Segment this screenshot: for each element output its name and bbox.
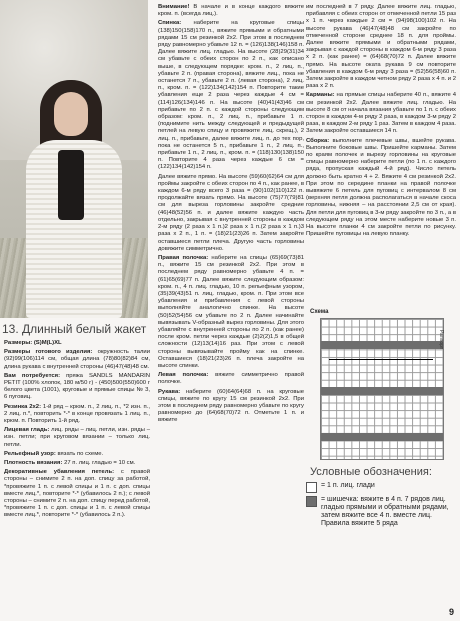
section-heading: Левая полочка:	[158, 372, 209, 379]
paragraph	[158, 389, 304, 425]
legend-item	[306, 496, 456, 528]
paragraph-text: В начале и в конце каждого вяжите кром. п. (всегда лиц.).	[158, 4, 304, 18]
knitting-chart-grid	[320, 318, 444, 460]
section-heading: Размеры готового изделия:	[4, 349, 93, 356]
chart-title: Схема	[310, 309, 329, 315]
section-heading: Спинка:	[158, 20, 182, 27]
paragraph	[158, 174, 304, 253]
paragraph	[4, 451, 150, 458]
paragraph-text: лиц. ряды – лиц. петли, изн. ряды – изн. петли; при круговом вязании – только лиц. петли.	[4, 427, 150, 448]
paragraph-text: наберите на спицы (65)69(73)81 п., вяжите 15 см резинкой 2х2. При этом в последнем ряду равномерно убавьте 4 п. = (61)65(69)77 п. Далее вяжите следующим образом: кром. п., 4 п. лиц. гладью, 10 п. рельефным узором, (35)39(43)51 п. лиц. гладью, кром. п. При этом все убавления и прибавления с левой стороны выполняйте аналогично спинке. На высоте (50)52(54)56 см убавьте по 2 п. Далее начинайте вывязывать V-образный вырез горловины. Для этого убавляйте с внутренней стороны по 2 п. (как ранее) после кром. петли через каждые (2)2(2)1,5 в общей сложности (12)13(14)16 раз. При этом с левой стороны вывязывайте пройму как на спинке. Оставшиеся (18)21(23)26 п. плеча закройте на высоте спинки.	[158, 254, 304, 369]
paragraph	[158, 255, 304, 370]
paragraph	[158, 20, 304, 171]
page-number: 9	[448, 607, 454, 617]
paragraph-text: наберите на круговые спицы (138)150(158)170 п., вяжите прямыми и обратными рядами 15 см резинкой 2х2. При этом в последнем ряду равномерно убавьте 12 п. = (126)138(146)158 п. Далее вяжите лиц. гладью. На высоте (28)29(31)34 см убавьте с обеих сторон по 2 п., как описано выше, в следующем порядке: кром. п., 2 лиц. п., убавьте 2 п. (правая сторона), вяжите лиц., пока не останется 7 п., убавьте 2 п. (левая сторона), 2 лиц. п., кром. п. = (122)134(142)154 п. Повторите такие убавления еще 2 раза через каждые 4 см = (114)126(134)146 п. На высоте (40)41(43)46 см прибавьте по 2 п. с каждой стороны следующим образом: кром. п., 2 лиц. п., прибавьте 1 п. (поднимите нить между следующей и предыдущей петлей на левую спицу и провяжите лиц. скрещ.), 2 лиц. п., прибавьте, далее вяжите лиц. п. до тех пор, пока не останется 5 п., прибавьте 1 п., 2 лиц. п., прибавьте 1 п., 2 лиц. п., кром. п. = (118)130(138)150 п. Повторите 4 раза через каждые 6 см = (122)134(142)154 п.	[158, 20, 304, 171]
paragraph	[4, 469, 150, 519]
bobble-cell-icon	[306, 496, 317, 507]
pattern-title-text: 13. Длинный белый жакет	[2, 322, 147, 336]
section-heading: Декоративные убавления петель:	[4, 469, 115, 476]
legend	[300, 466, 456, 528]
model-photo	[0, 0, 148, 318]
paragraph-text: на прямые спицы наберите 40 п., вяжите 4 см резинкой 2х2. Далее вяжите лиц. гладью. На высоте 8 см от начала вязания убавьте по 1 п. с обеих сторон в каждом 4-м ряду 2 раза, в каждом 3-м ряду 2 раза, в каждом 2-м ряду 1 раз. Затем в каждом 4 раза. Затем закройте оставшиеся 14 п.	[306, 92, 456, 135]
paragraph-text: наберите (60)64(64)68 п. на круговые спицы, вяжите по кругу 15 см резинкой 2х2. При этом в последнем ряду равномерно убавьте по кругу равномерно до (64)68(70)72 п. Отметьте 1 п. и вяжите	[158, 388, 304, 424]
paragraph	[4, 340, 150, 347]
section-heading: Вам потребуется:	[4, 372, 61, 379]
paragraph	[4, 349, 150, 371]
paragraph	[158, 372, 304, 386]
paragraph-text: окружность талии (92)99(106)114 см, общая длина (78)80(82)84 см, длина рукава с внутренней стороны (46)47(48)48 см.	[4, 349, 150, 370]
paragraph	[4, 427, 150, 449]
paragraph-text: 27 п. лиц. гладью = 10 см.	[64, 460, 136, 467]
legend-item	[306, 482, 456, 493]
paragraph	[158, 4, 304, 18]
paragraph-text: 1-й ряд – крюм. п., 2 лиц. п., *2 изн. п., 2 лиц. п.*, повторить *-* в конце провязать 1 лиц. п., крюм. п. Повторить 1-й ряд.	[4, 403, 150, 425]
paragraph-text: выполните плечевые швы, вшейте рукава. Выполните боковые швы. Пришейте карманы. Затем по краям полочек и вырезу горловины на круговые спицы равномерно наберите петли (по 1 п. с каждого ряда, пропуская каждый 4-й ряд). Число петель должно быть кратно 4 + 2. Вяжите 4 см резинкой 2х2. При этом по середине планки на правой полочке вывяжите 6 петель для пуговиц с интервалом 8 см (верхняя петля должна располагаться в начале скоса горловины, нижняя – на расстоянии 2,5 см от края). Для петли для пуговиц в 3-м ряду закройте по 3 п., а в следующем ряду на этом месте наберите новые 3 п. На высоте планки 4 см закройте петли по рисунку. Пришейте пуговицы на левую планку.	[306, 137, 457, 238]
paragraph-text: с правой стороны – снимите 2 п. на доп. спицу за работой, *провяжите 1 п. с левой спицы и 1 п. с доп. спицы вместе лиц.*, повторите *-* (убавилось 2 п.); с левой стороны – снимите 2 п. на доп. спицу перед работой, *провяжите 1 п. с доп. спицы и 1 п. с левой спицы вместе лиц.*, повторите *-* (убавилось 2 п.).	[4, 469, 150, 519]
pattern-title	[2, 322, 146, 336]
chart-bobble-row	[321, 341, 443, 349]
section-heading: Резинка 2х2:	[4, 403, 42, 410]
section-heading: Сборка:	[306, 137, 330, 144]
paragraph	[4, 373, 150, 402]
section-heading: Размеры: (S)M(L)XL	[4, 340, 62, 346]
paragraph-text: пряжа SANDLS MANDARIN PETIT (100% хлопок, 180 м/50 г) - (450)500(550)600 г белого цвета (1001), круговые и прямые спицы № 3, 6 пуговиц.	[4, 372, 150, 401]
black-top	[58, 150, 84, 220]
column-2	[158, 4, 304, 427]
section-heading: Плотность вязания:	[4, 460, 63, 467]
chart-bobble-row	[321, 387, 443, 395]
section-heading: Внимание!	[158, 4, 190, 10]
chart-bobble-row	[321, 433, 443, 441]
paragraph	[4, 460, 150, 467]
legend-text: = 1 п. лиц. глади	[321, 482, 375, 489]
chart-repeat-label: Раппорт	[438, 330, 444, 350]
legend-title: Условные обозначения:	[310, 466, 432, 478]
legend-text: = шишечка: вяжите в 4 п. 7 рядов лиц. гладью прямыми и обратными рядами, затем вяжите все 4 п. вместе лиц. Правила вяжите 5 ряда	[321, 496, 449, 527]
empty-cell-icon	[306, 482, 317, 493]
paragraph-text: им последней в 7 ряду. Далее вяжите лиц. гладью, прибавляя с обеих сторон от отмеченной петли 15 раз х 1 п. через каждые 2 см = (94)98(100)102 п. На высоте рукава (46)47(48)48 см закройте по отмеченной стороне среднее 18 п. для проймы. Далее вяжите прямыми и обратными рядами, закрывая с каждой стороны в каждом 6-м ряду 3 раза х 2 п. (как ранее) = (64)68(70)72 п. Далее вяжите прямо. На высоте оката рукава 9 см повторите убавления в каждом 6-м ряду 3 раза = (52)56(58)60 п. Затем закройте в каждом четном ряду 2 раза х 4 п. и 2 раза х 2 п.	[306, 4, 456, 90]
paragraph	[4, 404, 150, 426]
model-face	[54, 92, 88, 136]
paragraph	[306, 92, 456, 135]
paragraph-text: Далее вяжите прямо. На высоте (59)60(62)64 см для проймы закройте с обеих сторон по 4 п., как ранее, в каждом 6-м ряду всего 3 раза = (90)102(110)122 п. продолжайте вязать прямо. На высоте (75)77(79)81 см для выреза горловины закройте средние (46)48(52)56 п. и далее вяжите каждую часть отдельно, закрывая с внутренней стороны в каждом 2-м ряду (2 раза х 1 п.)2 раза х 1 п.(2 раза х 1 п.)3 раза х 2 п., 1 п. = (18)21(23)26 п. Затем закройте оставшиеся петли плеча. Другую часть горловины довяжите симметрично.	[158, 173, 304, 252]
chart-divider	[329, 359, 433, 360]
paragraph	[306, 4, 456, 90]
section-heading: Лицевая гладь:	[4, 427, 50, 434]
section-heading: Правая полочка:	[158, 254, 209, 261]
section-heading: Рукава:	[158, 388, 181, 395]
column-3	[306, 4, 456, 241]
section-heading: Карманы:	[306, 92, 335, 99]
paragraph-text: вязать по схеме.	[57, 450, 104, 457]
section-heading: Рельефный узор:	[4, 450, 56, 457]
paragraph-text: вяжите симметрично правой полочке.	[158, 372, 304, 386]
paragraph	[306, 138, 456, 239]
column-1	[4, 340, 150, 522]
